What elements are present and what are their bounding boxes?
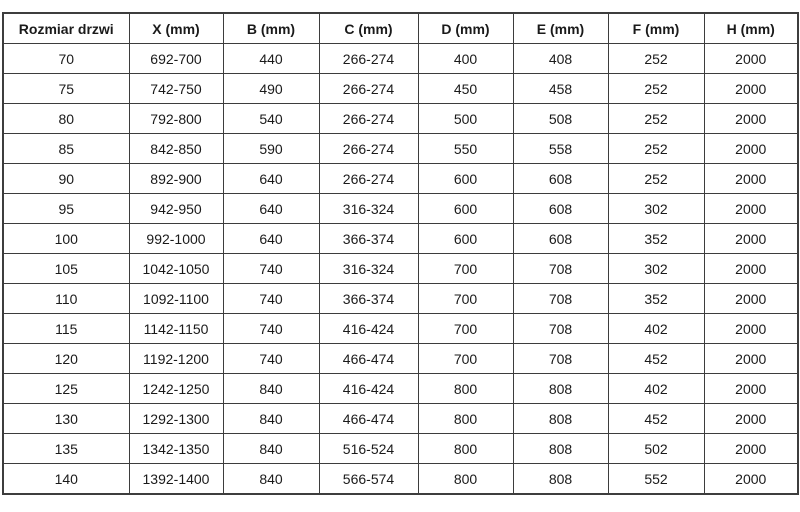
dimension-cell: 416-424 — [319, 374, 418, 404]
dimension-cell: 2000 — [704, 224, 798, 254]
table-row — [3, 104, 798, 134]
column-header-d: D (mm) — [418, 13, 513, 44]
dimension-cell: 840 — [223, 434, 319, 464]
dimension-cell: 742-750 — [129, 74, 223, 104]
dimension-cell: 266-274 — [319, 74, 418, 104]
table-row — [3, 344, 798, 374]
dimension-cell: 2000 — [704, 134, 798, 164]
page — [0, 12, 800, 512]
dimension-cell: 266-274 — [319, 104, 418, 134]
dimension-cell: 452 — [608, 404, 704, 434]
dimension-cell: 740 — [223, 314, 319, 344]
dimension-cell: 808 — [513, 374, 608, 404]
dimension-cell: 450 — [418, 74, 513, 104]
dimension-cell: 252 — [608, 74, 704, 104]
dimension-cell: 1092-1100 — [129, 284, 223, 314]
door-size-cell: 105 — [3, 254, 129, 284]
dimension-cell: 708 — [513, 314, 608, 344]
dimension-cell: 2000 — [704, 254, 798, 284]
dimension-cell: 402 — [608, 314, 704, 344]
dimension-cell: 692-700 — [129, 44, 223, 74]
table-row — [3, 374, 798, 404]
dimension-cell: 2000 — [704, 344, 798, 374]
dimension-cell: 408 — [513, 44, 608, 74]
dimension-cell: 252 — [608, 164, 704, 194]
dimension-cell: 550 — [418, 134, 513, 164]
door-size-cell: 90 — [3, 164, 129, 194]
door-size-cell: 130 — [3, 404, 129, 434]
dimension-cell: 466-474 — [319, 404, 418, 434]
dimension-cell: 2000 — [704, 194, 798, 224]
dimension-cell: 552 — [608, 464, 704, 495]
dimension-cell: 302 — [608, 254, 704, 284]
dimension-cell: 808 — [513, 464, 608, 495]
dimension-cell: 440 — [223, 44, 319, 74]
dimension-cell: 1392-1400 — [129, 464, 223, 495]
dimension-cell: 600 — [418, 164, 513, 194]
dimension-cell: 366-374 — [319, 224, 418, 254]
dimension-cell: 840 — [223, 464, 319, 495]
dimension-cell: 500 — [418, 104, 513, 134]
dimension-cell: 708 — [513, 344, 608, 374]
dimension-cell: 608 — [513, 224, 608, 254]
dimension-cell: 600 — [418, 224, 513, 254]
dimension-cell: 600 — [418, 194, 513, 224]
dimension-cell: 558 — [513, 134, 608, 164]
dimension-cell: 740 — [223, 254, 319, 284]
dimension-cell: 458 — [513, 74, 608, 104]
door-size-cell: 80 — [3, 104, 129, 134]
dimension-cell: 792-800 — [129, 104, 223, 134]
door-size-table-container — [2, 12, 800, 495]
door-size-cell: 110 — [3, 284, 129, 314]
dimension-cell: 252 — [608, 134, 704, 164]
dimension-cell: 842-850 — [129, 134, 223, 164]
dimension-cell: 508 — [513, 104, 608, 134]
door-size-cell: 135 — [3, 434, 129, 464]
table-row — [3, 164, 798, 194]
dimension-cell: 266-274 — [319, 44, 418, 74]
header-row — [3, 13, 798, 44]
dimension-cell: 700 — [418, 284, 513, 314]
dimension-cell: 992-1000 — [129, 224, 223, 254]
dimension-cell: 366-374 — [319, 284, 418, 314]
table-row — [3, 434, 798, 464]
dimension-cell: 800 — [418, 404, 513, 434]
table-row — [3, 464, 798, 495]
column-header-x: X (mm) — [129, 13, 223, 44]
door-sizes-table — [2, 12, 799, 495]
table-row — [3, 284, 798, 314]
dimension-cell: 266-274 — [319, 164, 418, 194]
dimension-cell: 640 — [223, 164, 319, 194]
dimension-cell: 2000 — [704, 314, 798, 344]
dimension-cell: 942-950 — [129, 194, 223, 224]
dimension-cell: 316-324 — [319, 194, 418, 224]
door-size-cell: 120 — [3, 344, 129, 374]
dimension-cell: 352 — [608, 224, 704, 254]
dimension-cell: 416-424 — [319, 314, 418, 344]
dimension-cell: 2000 — [704, 164, 798, 194]
dimension-cell: 2000 — [704, 464, 798, 495]
dimension-cell: 2000 — [704, 74, 798, 104]
table-body — [3, 44, 798, 495]
door-size-cell: 125 — [3, 374, 129, 404]
table-row — [3, 254, 798, 284]
door-size-cell: 95 — [3, 194, 129, 224]
dimension-cell: 566-574 — [319, 464, 418, 495]
dimension-cell: 1292-1300 — [129, 404, 223, 434]
dimension-cell: 800 — [418, 374, 513, 404]
dimension-cell: 1242-1250 — [129, 374, 223, 404]
dimension-cell: 640 — [223, 194, 319, 224]
dimension-cell: 590 — [223, 134, 319, 164]
dimension-cell: 352 — [608, 284, 704, 314]
dimension-cell: 466-474 — [319, 344, 418, 374]
dimension-cell: 316-324 — [319, 254, 418, 284]
dimension-cell: 502 — [608, 434, 704, 464]
dimension-cell: 808 — [513, 404, 608, 434]
dimension-cell: 808 — [513, 434, 608, 464]
table-row — [3, 224, 798, 254]
dimension-cell: 516-524 — [319, 434, 418, 464]
dimension-cell: 1042-1050 — [129, 254, 223, 284]
dimension-cell: 266-274 — [319, 134, 418, 164]
dimension-cell: 740 — [223, 284, 319, 314]
dimension-cell: 800 — [418, 434, 513, 464]
table-row — [3, 74, 798, 104]
dimension-cell: 452 — [608, 344, 704, 374]
column-header-h: H (mm) — [704, 13, 798, 44]
column-header-e: E (mm) — [513, 13, 608, 44]
dimension-cell: 700 — [418, 314, 513, 344]
door-size-cell: 100 — [3, 224, 129, 254]
dimension-cell: 252 — [608, 104, 704, 134]
door-size-cell: 115 — [3, 314, 129, 344]
door-size-cell: 75 — [3, 74, 129, 104]
dimension-cell: 840 — [223, 374, 319, 404]
dimension-cell: 2000 — [704, 434, 798, 464]
dimension-cell: 640 — [223, 224, 319, 254]
table-row — [3, 44, 798, 74]
dimension-cell: 740 — [223, 344, 319, 374]
door-size-cell: 70 — [3, 44, 129, 74]
dimension-cell: 840 — [223, 404, 319, 434]
dimension-cell: 608 — [513, 194, 608, 224]
dimension-cell: 708 — [513, 284, 608, 314]
dimension-cell: 490 — [223, 74, 319, 104]
dimension-cell: 2000 — [704, 104, 798, 134]
dimension-cell: 708 — [513, 254, 608, 284]
dimension-cell: 892-900 — [129, 164, 223, 194]
dimension-cell: 2000 — [704, 374, 798, 404]
column-header-f: F (mm) — [608, 13, 704, 44]
dimension-cell: 2000 — [704, 44, 798, 74]
dimension-cell: 402 — [608, 374, 704, 404]
dimension-cell: 608 — [513, 164, 608, 194]
column-header-rozmiar-drzwi: Rozmiar drzwi — [3, 13, 129, 44]
dimension-cell: 700 — [418, 254, 513, 284]
door-size-cell: 85 — [3, 134, 129, 164]
dimension-cell: 2000 — [704, 404, 798, 434]
dimension-cell: 302 — [608, 194, 704, 224]
dimension-cell: 540 — [223, 104, 319, 134]
dimension-cell: 1192-1200 — [129, 344, 223, 374]
table-row — [3, 404, 798, 434]
door-size-cell: 140 — [3, 464, 129, 495]
table-row — [3, 134, 798, 164]
dimension-cell: 800 — [418, 464, 513, 495]
dimension-cell: 400 — [418, 44, 513, 74]
dimension-cell: 2000 — [704, 284, 798, 314]
dimension-cell: 1342-1350 — [129, 434, 223, 464]
table-row — [3, 194, 798, 224]
dimension-cell: 700 — [418, 344, 513, 374]
column-header-b: B (mm) — [223, 13, 319, 44]
column-header-c: C (mm) — [319, 13, 418, 44]
dimension-cell: 252 — [608, 44, 704, 74]
dimension-cell: 1142-1150 — [129, 314, 223, 344]
table-row — [3, 314, 798, 344]
